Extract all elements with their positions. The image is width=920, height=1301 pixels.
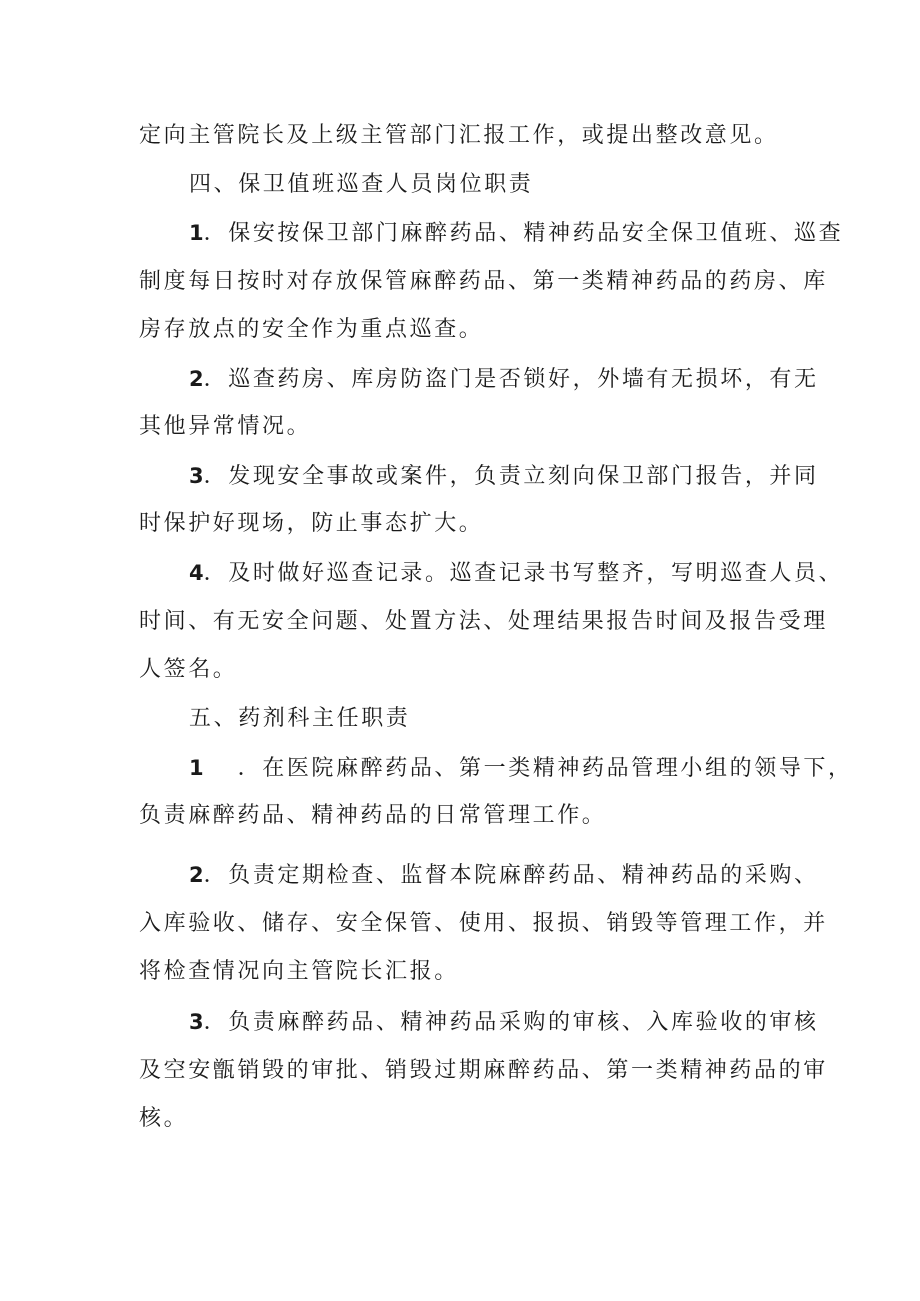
list-item-line <box>189 1007 819 1038</box>
item-number: 1 <box>189 756 204 780</box>
paragraph-line: 房存放点的安全作为重点巡查。 <box>139 317 484 342</box>
list-item-line <box>189 364 819 395</box>
item-text: ．负责定期检查、监督本院麻醉药品、精神药品的采购、 <box>203 863 819 888</box>
item-number: 3 <box>189 1010 204 1034</box>
item-text: ．及时做好巡查记录。巡查记录书写整齐，写明巡查人员、 <box>203 561 844 586</box>
section-heading-security-patrol: 四、保卫值班巡查人员岗位职责 <box>189 172 534 197</box>
section-heading-pharmacy-director: 五、药剂科主任职责 <box>189 706 411 731</box>
paragraph-line: 及空安甑销毁的审批、销毁过期麻醉药品、第一类精神药品的审 <box>139 1058 828 1083</box>
item-number: 2 <box>189 367 204 391</box>
list-item-line <box>189 218 843 249</box>
list-item-line <box>189 860 819 891</box>
item-text: ．在医院麻醉药品、第一类精神药品管理小组的领导下， <box>237 756 853 781</box>
paragraph-line: 制度每日按时对存放保管麻醉药品、第一类精神药品的药房、库 <box>139 269 828 294</box>
paragraph-line: 人签名。 <box>139 657 238 682</box>
paragraph-line: 核。 <box>139 1106 189 1131</box>
paragraph-line: 定向主管院长及上级主管部门汇报工作，或提出整改意见。 <box>139 123 779 148</box>
item-number: 2 <box>189 863 204 887</box>
item-number: 1 <box>189 221 204 245</box>
paragraph-line: 将检查情况向主管院长汇报。 <box>139 959 459 984</box>
paragraph-line: 入库验收、储存、安全保管、使用、报损、销毁等管理工作，并 <box>139 911 828 936</box>
item-number: 3 <box>189 464 204 488</box>
paragraph-line: 时间、有无安全问题、处置方法、处理结果报告时间及报告受理 <box>139 609 828 634</box>
list-item-line <box>189 753 853 784</box>
item-number: 4 <box>189 561 204 585</box>
item-text: ．发现安全事故或案件，负责立刻向保卫部门报告，并同 <box>203 464 819 489</box>
paragraph-line: 时保护好现场，防止事态扩大。 <box>139 511 484 536</box>
item-text: ．保安按保卫部门麻醉药品、精神药品安全保卫值班、巡查 <box>203 221 844 246</box>
item-text: ．巡查药房、库房防盗门是否锁好，外墙有无损坏，有无 <box>203 367 819 392</box>
item-text: ．负责麻醉药品、精神药品采购的审核、入库验收的审核 <box>203 1010 819 1035</box>
list-item-line <box>189 558 843 589</box>
list-item-line <box>189 461 819 492</box>
paragraph-line: 其他异常情况。 <box>139 414 312 439</box>
paragraph-line: 负责麻醉药品、精神药品的日常管理工作。 <box>139 803 607 828</box>
